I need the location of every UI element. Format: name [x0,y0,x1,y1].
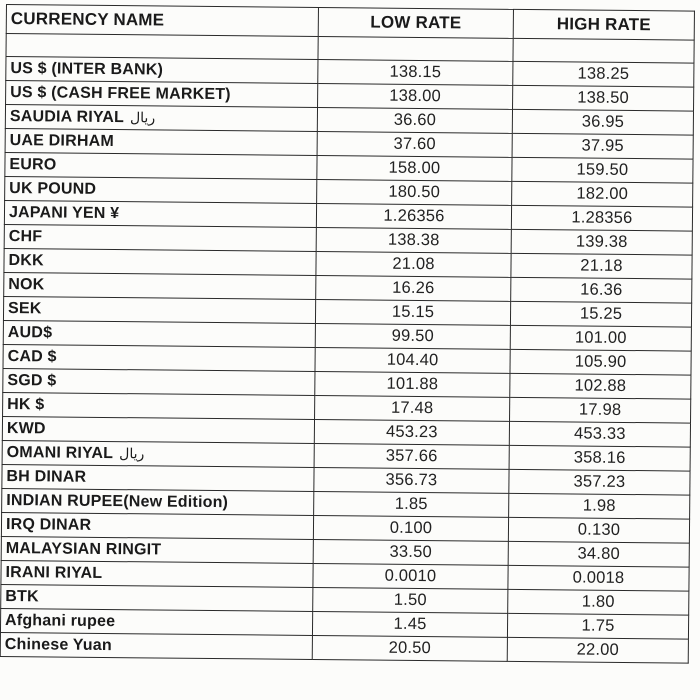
low-rate-cell: 180.50 [317,179,512,205]
currency-name-cell [1,512,313,539]
low-rate-cell: 104.40 [315,347,510,373]
low-rate-cell: 453.23 [314,419,509,445]
currency-name: AUD$ [7,324,53,342]
low-rate-cell: 15.15 [315,299,510,325]
currency-rates-table [0,4,695,664]
currency-name-cell [5,128,317,155]
currency-name: Afghani rupee [5,612,116,631]
low-rate-cell: 36.60 [317,107,512,133]
high-rate-cell: 138.50 [513,85,694,111]
high-rate-cell: 16.36 [511,277,692,303]
high-rate-cell: 1.75 [507,613,688,639]
currency-name: DKK [8,252,44,270]
high-rate-cell: 37.95 [512,133,693,159]
currency-name: OMANI RIYAL [6,444,114,463]
low-rate-cell: 158.00 [317,155,512,181]
low-rate-cell: 1.85 [314,491,509,517]
currency-name-cell [3,368,315,395]
currency-name-cell [5,152,317,179]
high-rate-cell: 22.00 [507,637,688,663]
high-rate-cell: 358.16 [509,445,690,471]
currency-name-cell [2,416,314,443]
low-rate-cell: 138.00 [318,83,513,109]
low-rate-cell: 21.08 [316,251,511,277]
currency-name-cell [1,584,313,611]
currency-name: SEK [7,300,42,318]
currency-name-cell [4,224,316,251]
high-rate-cell: 1.98 [509,493,690,519]
low-rate-cell: 99.50 [315,323,510,349]
high-rate-cell: 357.23 [509,469,690,495]
high-rate-cell: 34.80 [508,541,689,567]
currency-native-name: ريال [129,109,156,126]
low-rate-cell: 138.15 [318,59,513,85]
high-rate-cell: 453.33 [509,421,690,447]
currency-name: JAPANI YEN ¥ [8,204,120,223]
currency-name-cell [4,200,316,227]
currency-name: SAUDIA RIYAL [9,108,125,127]
currency-name: MALAYSIAN RINGIT [5,540,162,559]
blank-cell [513,38,694,63]
currency-name: INDIAN RUPEE(New Edition) [6,492,229,512]
blank-cell [6,34,318,60]
currency-name: NOK [8,276,45,294]
currency-name: UAE DIRHAM [9,132,114,151]
currency-name: BH DINAR [6,468,87,486]
currency-name: CAD $ [7,348,57,366]
currency-name: US $ (INTER BANK) [10,60,164,79]
low-rate-cell: 20.50 [312,635,507,661]
high-rate-cell: 159.50 [512,157,693,183]
currency-name: BTK [5,588,39,606]
table-body [0,34,694,664]
low-rate-cell: 17.48 [315,395,510,421]
currency-name-cell [2,488,314,515]
currency-name: US $ (CASH FREE MARKET) [10,84,231,104]
currency-name-cell [5,176,317,203]
high-rate-header: HIGH RATE [513,9,694,40]
currency-name: IRQ DINAR [5,516,92,534]
high-rate-cell: 0.130 [508,517,689,543]
currency-name-cell [1,536,313,563]
low-rate-cell: 138.38 [316,227,511,253]
currency-name: HK $ [7,396,45,414]
low-rate-cell: 1.45 [312,611,507,637]
currency-name-cell [3,344,315,371]
currency-name-cell [1,560,313,587]
currency-name-cell [4,272,316,299]
low-rate-cell: 37.60 [317,131,512,157]
high-rate-cell: 182.00 [512,181,693,207]
high-rate-cell: 1.80 [508,589,689,615]
low-rate-cell: 101.88 [315,371,510,397]
currency-name-cell [3,320,315,347]
currency-name: EURO [9,156,57,174]
currency-name-cell [2,464,314,491]
currency-name-cell [0,632,312,659]
high-rate-cell: 1.28356 [511,205,692,231]
low-rate-cell: 1.26356 [316,203,511,229]
low-rate-cell: 1.50 [313,587,508,613]
low-rate-header: LOW RATE [318,7,513,38]
currency-name-header: CURRENCY NAME [6,5,318,37]
currency-name: CHF [8,228,43,246]
currency-name: SGD $ [7,372,57,390]
high-rate-cell: 101.00 [510,325,691,351]
high-rate-cell: 102.88 [510,373,691,399]
high-rate-cell: 15.25 [510,301,691,327]
currency-name: Chinese Yuan [4,636,112,655]
low-rate-cell: 357.66 [314,443,509,469]
currency-name-cell [0,608,312,635]
low-rate-cell: 356.73 [314,467,509,493]
low-rate-cell: 0.100 [313,515,508,541]
currency-native-name: ريال [119,445,145,462]
high-rate-cell: 138.25 [513,61,694,87]
high-rate-cell: 139.38 [511,229,692,255]
currency-name-cell [4,248,316,275]
low-rate-cell: 16.26 [316,275,511,301]
high-rate-cell: 21.18 [511,253,692,279]
currency-name: KWD [6,420,46,438]
blank-cell [318,36,513,61]
high-rate-cell: 0.0018 [508,565,689,591]
high-rate-cell: 36.95 [512,109,693,135]
currency-name-cell [3,392,315,419]
high-rate-cell: 105.90 [510,349,691,375]
currency-name: UK POUND [9,180,97,198]
currency-name-cell [6,57,318,84]
currency-name-cell [6,81,318,108]
currency-name: IRANI RIYAL [5,564,103,582]
low-rate-cell: 33.50 [313,539,508,565]
currency-name-cell [3,296,315,323]
currency-name-cell [5,105,317,132]
high-rate-cell: 17.98 [510,397,691,423]
currency-name-cell [2,440,314,467]
low-rate-cell: 0.0010 [313,563,508,589]
